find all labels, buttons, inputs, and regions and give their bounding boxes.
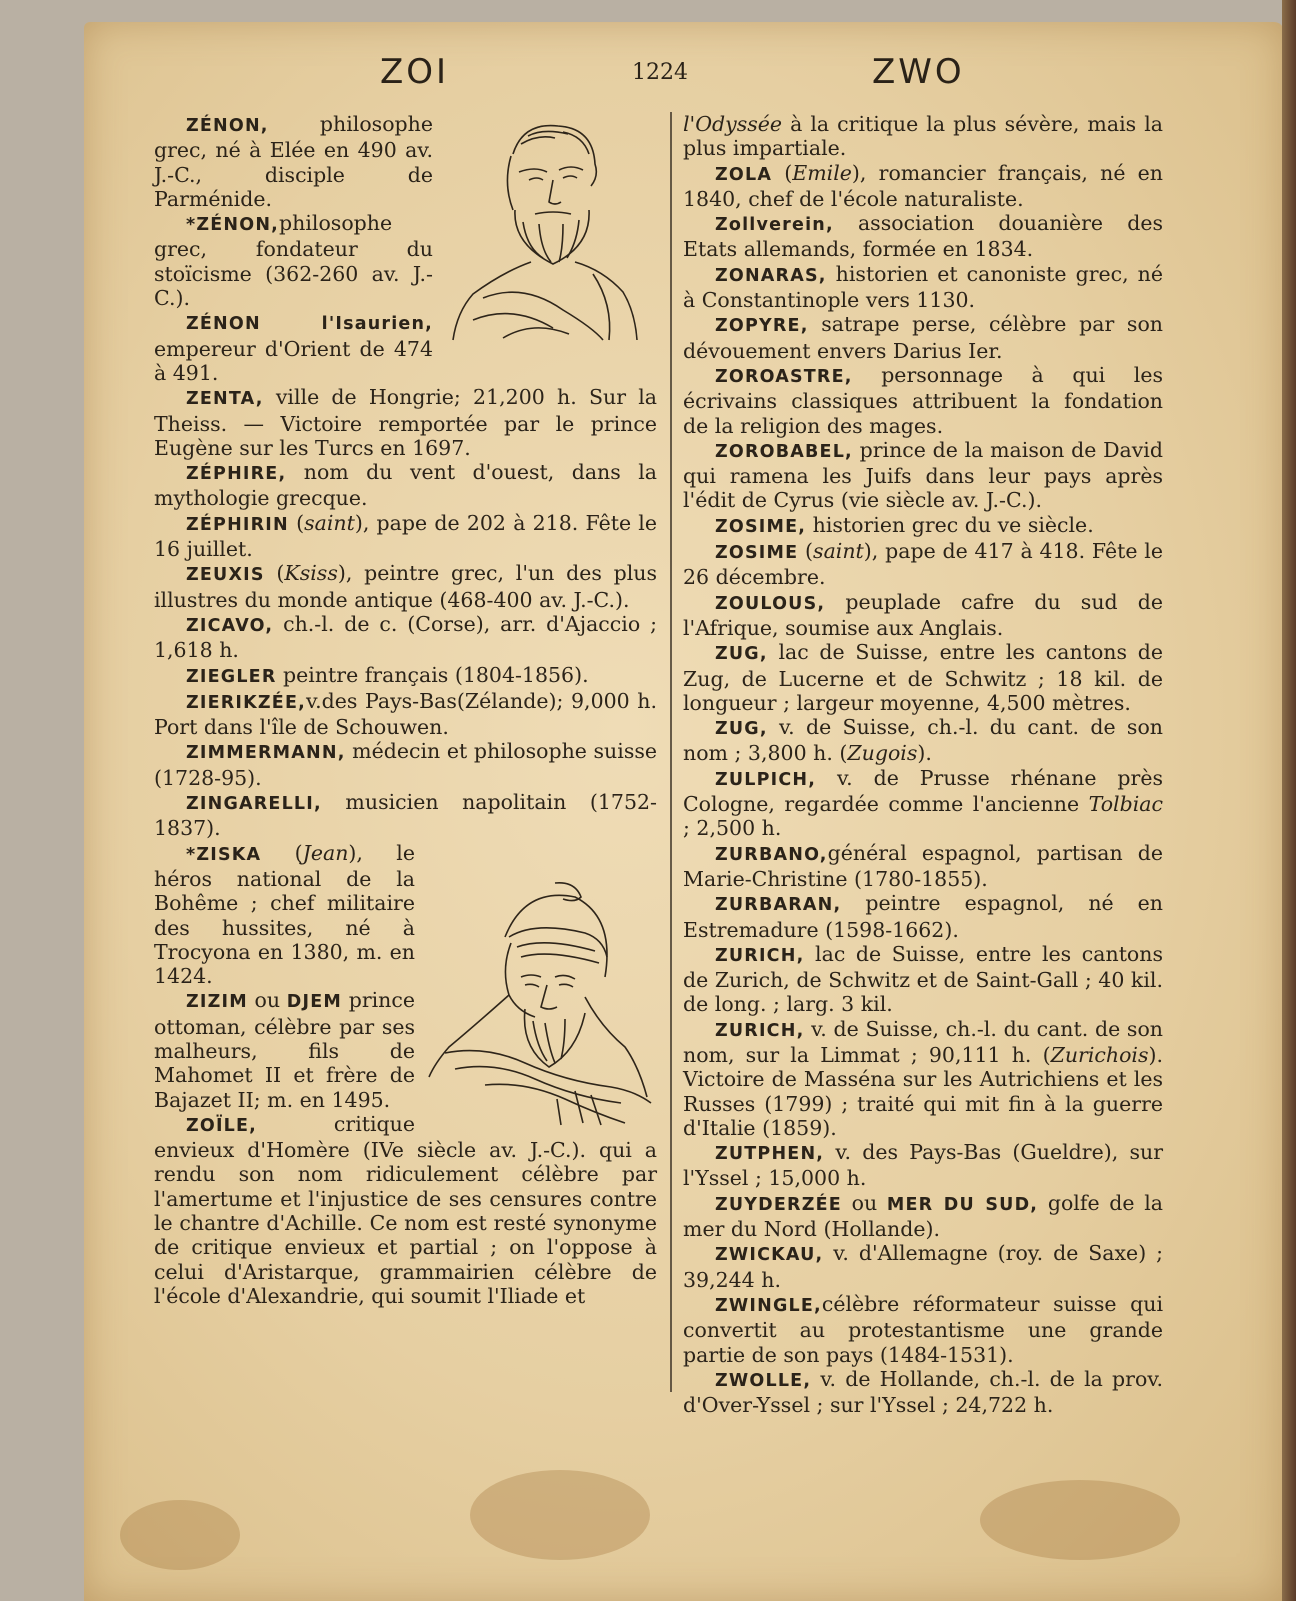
definition: v. de Suisse, ch.-l. du cant. de son nom ; 3,800 h. [683,715,1163,766]
dictionary-entry [683,841,1163,892]
dictionary-entry [683,211,1163,262]
dictionary-entry: ZÉPHIRIN (saint), pape de 202 à 218. Fête le 16 juillet. [154,510,657,562]
definition: satrape perse, célèbre par son dévouement envers Darius Ier. [683,312,1163,363]
dictionary-entry [683,1140,1163,1191]
left-column [154,112,657,1308]
dictionary-entry [683,312,1163,363]
italic-note: Zurichois [1050,1042,1149,1067]
italic-note: l'Odyssée [683,112,783,136]
headword: Zollverein, [715,215,834,236]
definition: personnage à qui les écrivains classiques attribuent la fondation de la religion des mages. [683,362,1163,438]
definition: médecin et philosophe suisse (1728-95). [154,739,657,790]
definition: , peintre grec, l'un des plus illustres du monde antique (468-400 av. J.-C.). [154,561,658,612]
headword: ZWOLLE, [715,1370,812,1391]
headword: ZIEGLER [186,666,277,687]
dictionary-entry [683,438,1163,513]
header-left-guide-word: ZOI [380,52,450,92]
dictionary-entry [154,790,657,841]
definition: v.des Pays-Bas(Zélande); 9,000 h. Port dans l'île de Schouwen. [154,688,657,740]
headword: ZUYDERZÉE [715,1194,842,1215]
definition: célèbre réformateur suisse qui convertit au protestantisme une grande partie de son pays (1484-1531). [683,1291,1163,1367]
definition: v. de Hollande, ch.-l. de la prov. d'Over-Yssel ; sur l'Yssel ; 24,722 h. [683,1366,1163,1418]
definition: musicien napolitain (1752-1837). [154,790,657,841]
dictionary-entry [683,1241,1163,1292]
dictionary-entry [683,1367,1163,1418]
definition: empereur d'Orient de 474 à 491. [154,336,433,385]
headword-alt: DJEM [286,992,342,1013]
definition: à la critique la plus sévère, mais la plus impartiale. [683,112,1163,161]
italic-note: Jean [302,840,349,865]
headword: ZUTPHEN, [715,1144,825,1165]
dictionary-entry [683,1191,1163,1242]
definition-tail: . [925,741,932,766]
header-right-guide-word: ZWO [872,52,965,92]
headword: ZEUXIS [186,565,265,586]
headword: ZURBANO, [715,844,828,865]
definition: ch.-l. de c. (Corse), arr. d'Ajaccio ; 1,618 h. [154,611,657,663]
paper-stain [470,1470,650,1560]
headword: ZWINGLE, [715,1295,822,1316]
definition: v. de Suisse, ch.-l. du cant. de son nom, sur la Limmat ; 90,111 h. ( [683,1016,1163,1067]
headword: ZOPYRE, [715,316,809,337]
dictionary-entry [683,766,1163,841]
headword: ZIERIKZÉE, [186,692,306,713]
definition: peintre espagnol, né en Estremadure (1598-1662). [683,891,1163,942]
headword: ZIMMERMANN, [186,743,346,764]
dictionary-entry: ZUG, v. de Suisse, ch.-l. du cant. de son nom ; 3,800 h. (Zugois). [683,715,1163,766]
definition: critique envieux d'Homère (IVe siècle av. J.-C.). qui a rendu son nom ridiculement célèbre par l'amertume et l'injustice de ses censures contre le chantre d'Achille. Ce nom est resté synonyme de critique envieux et partial ; on l'oppose à celui d'Aristarque, grammairien célèbre de l'école d'Alexandrie, qui soumit l'Iliade et [154,1111,657,1308]
dictionary-entry [683,1292,1163,1367]
definition: , romancier français, né en 1840, chef de l'école naturaliste. [683,160,1163,211]
conjunction: ou [841,1190,887,1215]
headword: ZOSIME [715,543,799,564]
definition: peuplade cafre du sud de l'Afrique, soumise aux Anglais. [683,589,1163,640]
definition: historien grec du ve siècle. [806,512,1094,537]
italic-note: Ksiss [284,561,338,586]
dictionary-entry [683,513,1163,539]
headword: ZWICKAU, [715,1245,824,1266]
column-divider [670,112,672,1392]
headword: ZOSIME, [715,516,807,537]
definition: association douanière des Etats allemands, formée en 1834. [683,211,1163,262]
dictionary-entry [154,385,657,460]
dictionary-entry: ZOSIME (saint), pape de 417 à 418. Fête le 26 décembre. [683,539,1163,590]
dictionary-entry-continued [683,112,1163,161]
headword: ZURICH, [715,945,805,966]
headword: ZÉPHIRIN [186,514,289,535]
italic-note: Zugois [847,741,918,766]
dictionary-entry [683,640,1163,715]
headword: ZOROASTRE, [715,366,853,387]
definition: golfe de la mer du Nord (Hollande). [683,1190,1163,1242]
headword-alt: MER DU SUD, [886,1194,1039,1215]
definition: v. des Pays-Bas (Gueldre), sur l'Yssel ; 15,000 h. [683,1140,1163,1191]
zenon-portrait-icon [443,114,643,342]
italic-note: Emile [792,160,852,185]
definition: , le héros national de la Bohême ; chef militaire des hussites, né à Trocyona en 1380, m. en 1424. [154,840,415,989]
headword: ZOÏLE, [186,1115,258,1136]
italic-note: Tolbiac [1088,792,1163,817]
definition: v. d'Allemagne (roy. de Saxe) ; 39,244 h. [683,1241,1163,1292]
dictionary-entry [683,942,1163,1017]
headword: ZÉPHIRE, [186,464,287,485]
dictionary-entry [683,262,1163,313]
definition: prince ottoman, célèbre par ses malheurs, fils de Mahomet II et frère de Bajazet II; m. en 1495. [154,988,415,1112]
dictionary-entry [154,689,657,740]
headword: ZUG, [715,719,768,740]
headword: ZIZIM [186,992,248,1013]
definition: v. de Prusse rhénane près Cologne, regardée comme l'ancienne [683,765,1163,817]
ziska-portrait-icon [425,877,657,1127]
headword: ZUG, [715,644,768,665]
dictionary-entry: *ZISKA (Jean), le héros national de la Bohême ; chef militaire des hussites, né à Trocyona en 1380, m. en 1424. [154,840,415,989]
definition: , pape de 202 à 218. Fête le 16 juillet. [154,510,657,562]
headword: ZURICH, [715,1020,805,1041]
definition: ville de Hongrie; 21,200 h. Sur la Theiss. — Victoire remportée par le prince Eugène sur les Turcs en 1697. [154,385,657,460]
dictionary-entry: ZOLA (Emile), romancier français, né en 1840, chef de l'école naturaliste. [683,160,1163,211]
headword: *ZISKA [186,844,262,865]
headword: ZONARAS, [715,265,827,286]
page-number: 1224 [632,60,688,85]
headword: ZULPICH, [715,769,817,790]
definition: peintre français (1804-1856). [276,662,589,687]
italic-note: saint [813,539,864,564]
headword: ZOLA [715,164,773,185]
definition: lac de Suisse, entre les cantons de Zurich, de Schwitz et de Saint-Gall ; 40 kil. de long. ; larg. 3 kil. [683,941,1163,1017]
dictionary-entry [154,1112,657,1308]
definition-tail: ; 2,500 h. [683,816,782,841]
dictionary-entry [154,612,657,663]
running-header [0,52,1296,102]
paper-stain [980,1480,1180,1560]
right-column [683,112,1163,1417]
headword: ZENTA, [186,389,264,410]
headword: ZÉNON l'Isaurien, [186,314,433,335]
book-spine [1282,0,1296,1601]
dictionary-entry [683,363,1163,438]
headword: ZOROBABEL, [715,441,853,462]
definition: général espagnol, partisan de Marie-Christine (1780-1855). [683,840,1163,891]
definition: philosophe grec, né à Elée en 490 av. J.-C., disciple de Parménide. [154,112,433,211]
definition: nom du vent d'ouest, dans la mythologie grecque. [154,460,657,511]
paper-stain [120,1500,240,1570]
dictionary-entry [683,590,1163,641]
definition: , pape de 417 à 418. Fête le 26 décembre. [683,539,1163,590]
dictionary-entry [154,663,657,689]
dictionary-entry: ZEUXIS (Ksiss), peintre grec, l'un des plus illustres du monde antique (468-400 av. J.-C.). [154,561,658,612]
definition: historien et canoniste grec, né à Constantinople vers 1130. [683,261,1163,313]
definition: philosophe grec, fondateur du stoïcisme (362-260 av. J.-C.). [154,211,433,311]
dictionary-entry [683,1017,1163,1140]
definition-tail: ). Victoire de Masséna sur les Autrichiens et les Russes (1799) ; traité qui mit fin à la guerre d'Italie (1859). [683,1042,1163,1140]
headword: ZURBARAN, [715,895,842,916]
dictionary-entry [154,460,657,511]
dictionary-entry [154,739,657,790]
definition: prince de la maison de David qui ramena les Juifs dans leur pays après l'édit de Cyrus (vie siècle av. J.-C.). [683,437,1163,513]
dictionary-entry [683,891,1163,942]
italic-note: saint [304,510,355,535]
definition: lac de Suisse, entre les cantons de Zug, de Lucerne et de Schwitz ; 18 kil. de longueur ; largeur moyenne, 4,500 mètres. [683,640,1163,715]
headword: ZÉNON, [186,116,269,136]
headword: ZICAVO, [186,615,274,636]
headword: ZOULOUS, [715,593,826,614]
headword: ZINGARELLI, [186,794,322,815]
conjunction: ou [247,988,287,1013]
headword: *ZÉNON, [186,215,280,236]
